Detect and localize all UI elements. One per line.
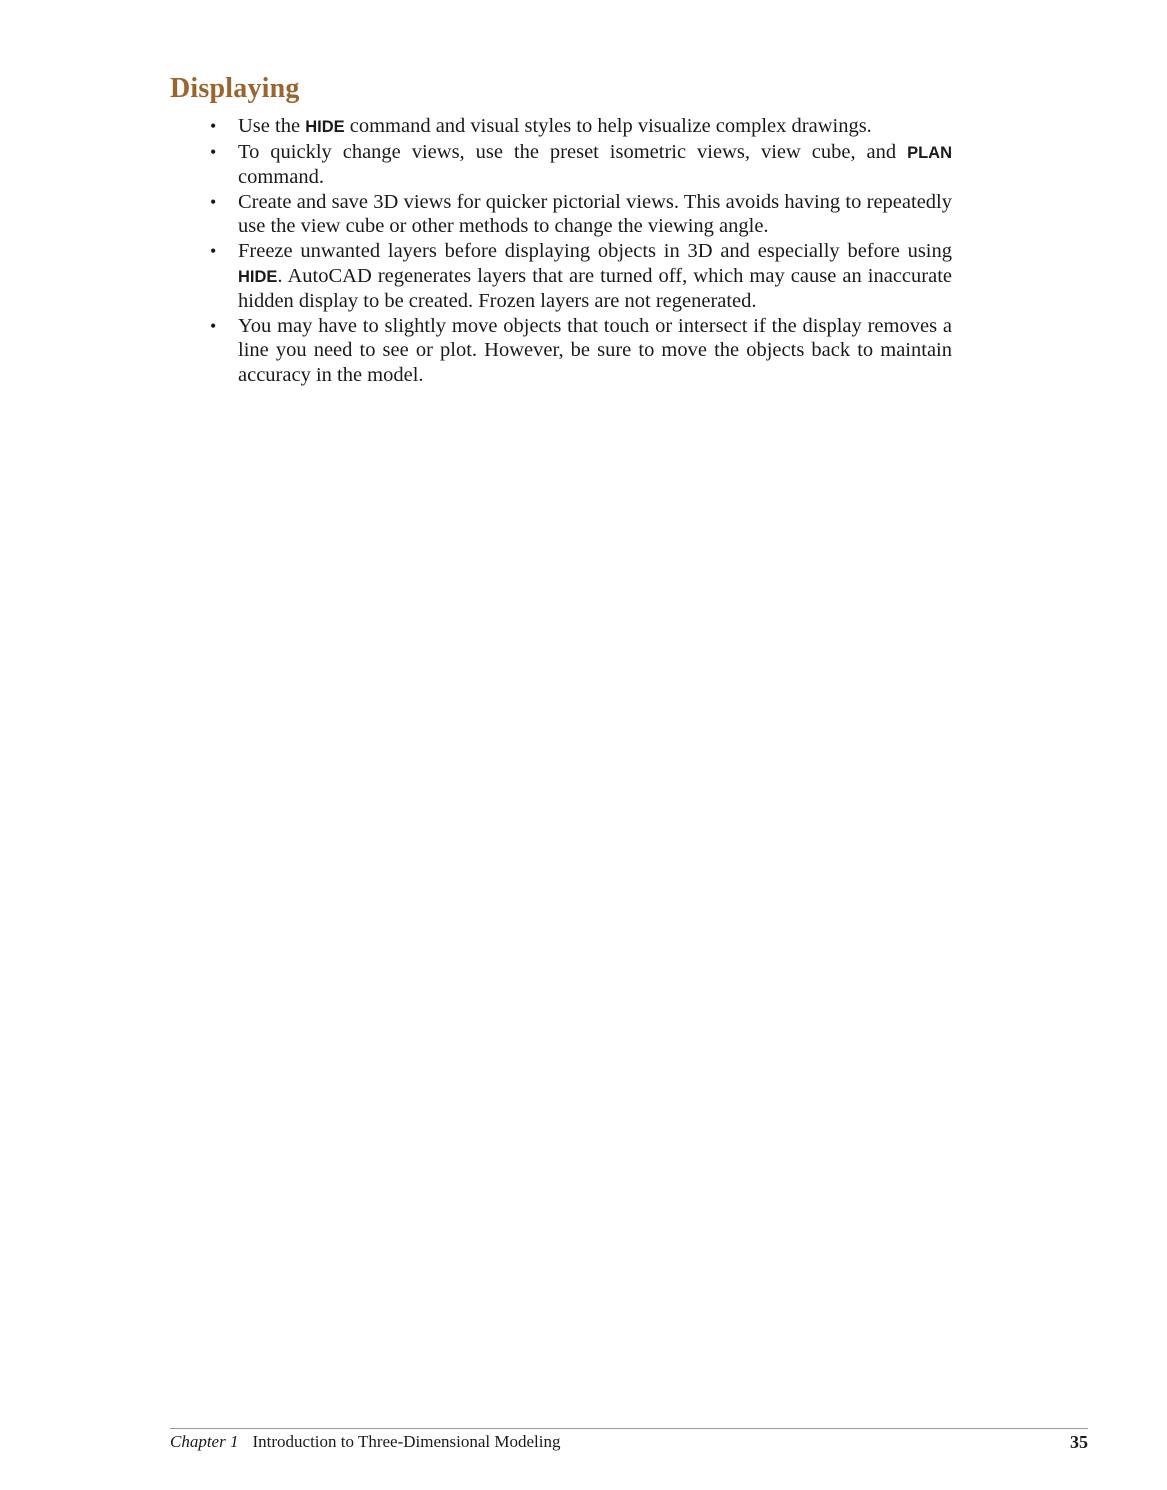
- list-item-text: command.: [238, 166, 324, 189]
- list-item-text: Create and save 3D views for quicker pictorial views. This avoids having to repeatedly use the view cube or other methods to change the viewing angle.: [238, 190, 952, 238]
- list-item: [206, 314, 952, 388]
- bullet-list: [206, 114, 952, 388]
- list-item: [206, 140, 952, 190]
- command-name: PLAN: [907, 143, 952, 162]
- footer-chapter-title: Introduction to Three-Dimensional Modeling: [252, 1432, 561, 1451]
- list-item-text: command and visual styles to help visualize complex drawings.: [344, 115, 872, 137]
- page-footer: [170, 1428, 1088, 1453]
- list-item: [206, 239, 952, 314]
- section-heading: Displaying: [170, 73, 300, 104]
- bullet-icon: •: [210, 240, 217, 261]
- bullet-icon: •: [210, 116, 217, 136]
- bullet-icon: •: [210, 315, 217, 336]
- list-item: [206, 114, 952, 140]
- page-number: 35: [1070, 1432, 1088, 1452]
- command-name: HIDE: [238, 267, 278, 286]
- bullet-icon: •: [210, 141, 217, 162]
- list-item-text: To quickly change views, use the preset isometric views, view cube, and: [238, 140, 908, 163]
- list-item-text: . AutoCAD regenerates layers that are turned off, which may cause an inaccurate hidden display to be created. Frozen layers are not regenerated.: [238, 264, 952, 313]
- footer-chapter-label: Chapter 1: [170, 1432, 239, 1451]
- list-item-text: Freeze unwanted layers before displaying objects in 3D and especially before using: [238, 239, 952, 262]
- bullet-icon: •: [210, 191, 217, 212]
- list-item: [206, 190, 952, 239]
- command-name: HIDE: [305, 118, 345, 136]
- list-item-text: Use the: [238, 115, 306, 137]
- list-item-text: You may have to slightly move objects that touch or intersect if the display removes a line you need to see or plot. However, be sure to move the objects back to maintain accuracy in the model.: [238, 314, 952, 386]
